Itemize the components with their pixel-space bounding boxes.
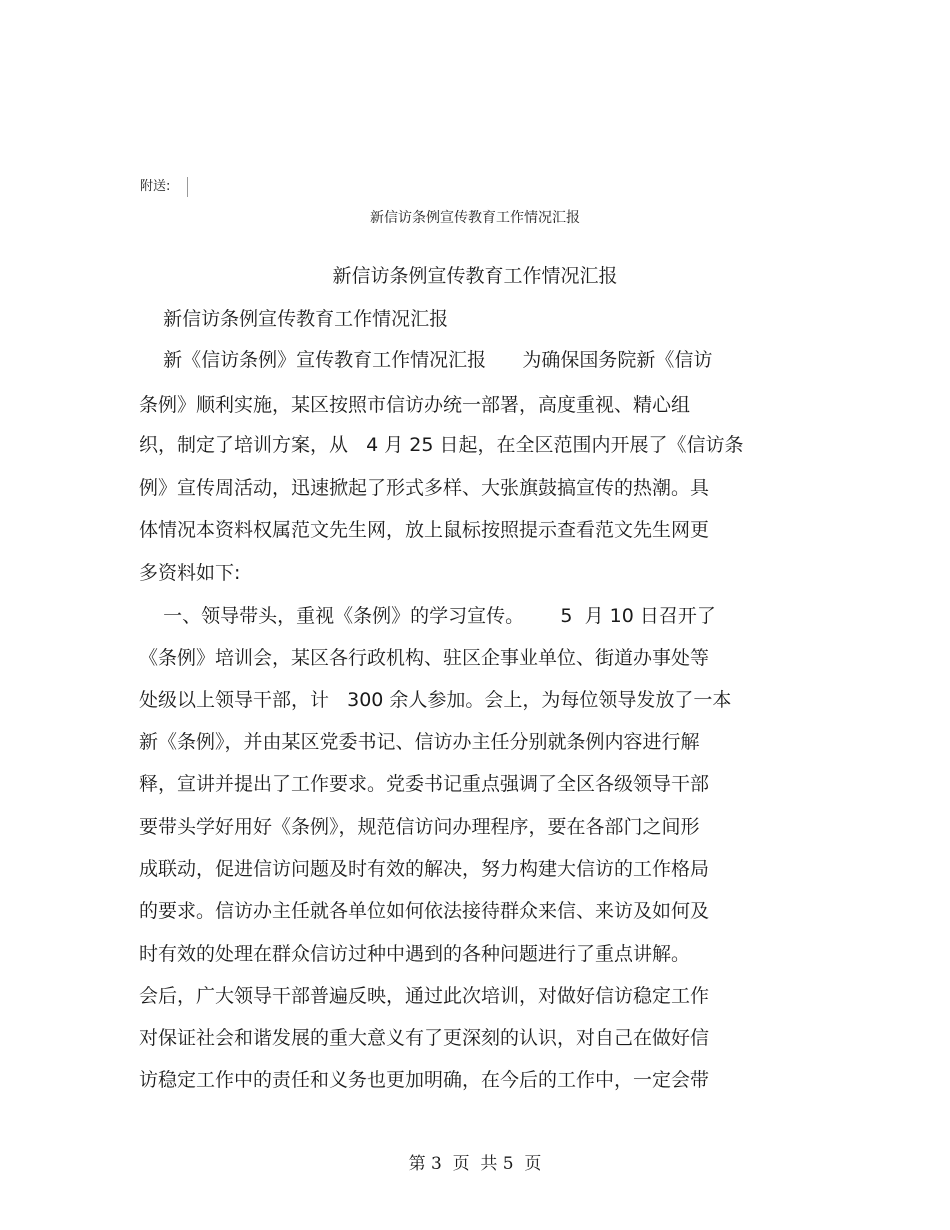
page-number-footer: 第 3 页 共 5 页 [408, 1154, 542, 1174]
body-line: 新《信访条例》宣传教育工作情况汇报 为确保国务院新《信访 [139, 349, 713, 371]
body-line: 多资料如下: [139, 562, 241, 584]
body-line: 一、领导带头，重视《条例》的学习宣传。 5 月 10 日召开了 [139, 605, 716, 627]
body-line: 例》宣传周活动，迅速掀起了形式多样、大张旗鼓搞宣传的热潮。具 [139, 477, 710, 499]
body-line: 要带头学好用好《条例》，规范信访问办理程序，要在各部门之间形 [139, 816, 700, 838]
body-line: 织，制定了培训方案，从 4 月 25 日起，在全区范围内开展了《信访条 [139, 434, 744, 456]
body-line: 《条例》培训会，某区各行政机构、驻区企事业单位、街道办事处等 [139, 647, 710, 669]
body-line: 的要求。信访办主任就各单位如何依法接待群众来信、来访及如何及 [139, 900, 710, 922]
body-line: 成联动，促进信访问题及时有效的解决，努力构建大信访的工作格局 [139, 858, 710, 880]
body-line: 新信访条例宣传教育工作情况汇报 [139, 308, 449, 330]
body-line: 时有效的处理在群众信访过种中遇到的各种问题进行了重点讲解。 [139, 943, 691, 965]
body-line: 新《条例》，并由某区党委书记、信访办主任分别就条例内容进行解 [139, 731, 700, 753]
body-line: 释，宣讲并提出了工作要求。党委书记重点强调了全区各级领导干部 [139, 773, 710, 795]
body-line: 对保证社会和谐发展的重大意义有了更深刻的认识，对自己在做好信 [139, 1027, 710, 1049]
attachment-label: 附送: [140, 179, 171, 194]
body-line: 处级以上领导干部，计 300 余人参加。会上，为每位领导发放了一本 [139, 689, 732, 711]
body-line: 会后，广大领导干部普遍反映，通过此次培训，对做好信访稳定工作 [139, 985, 710, 1007]
document-title: 新信访条例宣传教育工作情况汇报 [332, 265, 618, 287]
document-subtitle: 新信访条例宣传教育工作情况汇报 [370, 210, 580, 226]
body-line: 访稳定工作中的责任和义务也更加明确，在今后的工作中，一定会带 [139, 1069, 710, 1091]
body-line: 体情况本资料权属范文先生网，放上鼠标按照提示查看范文先生网更 [139, 519, 710, 541]
body-line: 条例》顺利实施，某区按照市信访办统一部署，高度重视、精心组 [139, 394, 691, 416]
text-cursor [187, 177, 188, 197]
